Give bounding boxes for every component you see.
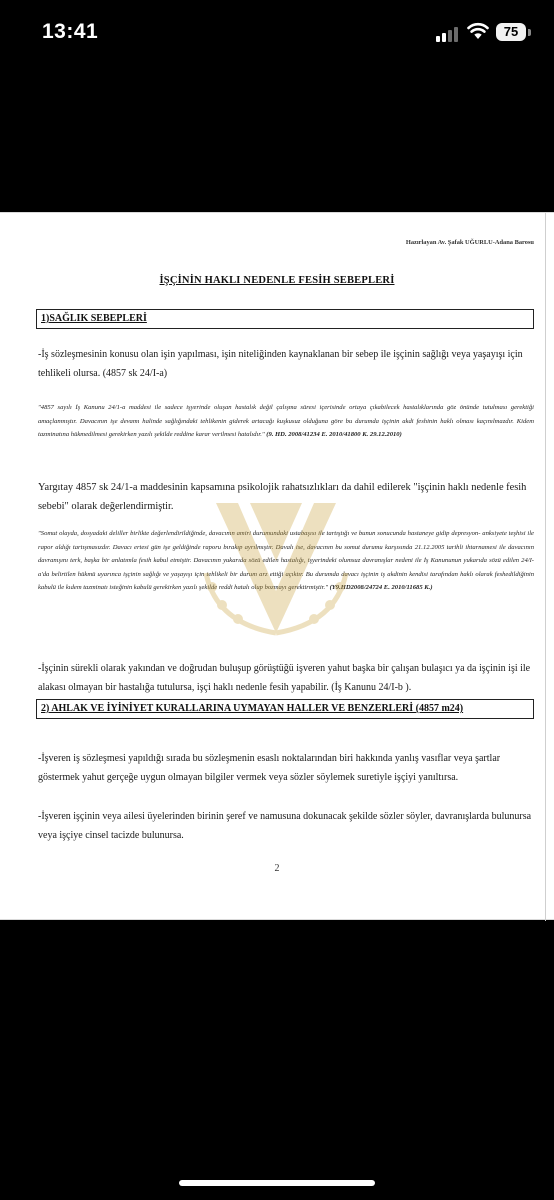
cellular-signal-icon [436, 24, 462, 42]
paragraph-honor-harassment: -İşveren işçinin veya ailesi üyelerinden birinin şeref ve namusuna dokunacak şekilde sözler söyler, davranışlarda bulunursa veya işçiye cinsel tacizde bulunursa. [38, 811, 532, 841]
section-heading-health-text: 1)SAĞLIK SEBEPLERİ [41, 313, 147, 324]
court-quote-2 [38, 527, 534, 595]
document-author: Hazırlayan Av. Şafak UĞURLU-Adana Barosu [405, 239, 534, 246]
paragraph-misrepresentation: -İşveren iş sözleşmesi yapıldığı sırada bu sözleşmenin esaslı noktalarından biri hakkında yanlış vasıflar veya şartlar göstermek yahut gerçeğe uygun olmayan bilgiler vermek veya sözler söylemek suretiyle işçiyi yanıltırsa. [38, 753, 501, 783]
section-heading-ethics [36, 699, 534, 719]
paragraph-contagious-disease: -İşçinin sürekli olarak yakından ve doğrudan buluşup görüştüğü işveren yahut başka bir çalışan bulaşıcı ya da işçinin işi ile alakası olmayan bir hastalığa tutulursa, işçi haklı nedenle fesih yapabilir. (İş Kanunu 24/I-b ). [38, 663, 531, 693]
court-quote-1-text: "4857 sayılı İş Kanunu 24/1-a maddesi ile sadece işyerinde oluşan hastalık değil çalışma süresi içerisinde ortaya çıkabilecek hastalıklarında göz önünde tutulması gerektiği amaçlanmıştır. Davacının işe devamı halinde sağlığındaki tehlikenin giderek artacağı kuşkusuz olduğuna göre bu durumda işçinin akdi feshinin haklı olması kaçınılmazdır. Kidem tazminatına hükmedilmesi gerekirken yazılı şekilde reddine karar verilmesi hatalıdır." [38, 404, 534, 438]
page-number: 2 [274, 863, 280, 874]
section-heading-health [36, 309, 534, 329]
status-time: 13:41 [42, 20, 99, 43]
paragraph-psychological: Yargıtay 4857 sk 24/1-a maddesinin kapsamına psikolojik rahatsızlıkları da dahil edilerek "işçinin haklı nedenle fesih sebebi" olarak değerlendirmiştir. [38, 482, 527, 512]
court-quote-1 [38, 401, 534, 442]
section-heading-ethics-text: 2) AHLAK VE İYİNİYET KURALLARINA UYMAYAN HALLER VE BENZERLERİ (4857 m24) [41, 703, 464, 714]
paragraph-health-1: -İş sözleşmesinin konusu olan işin yapılması, işin niteliğinden kaynaklanan bir sebep ile işçinin sağlığı veya yaşayışı için tehlikeli olursa. (4857 sk 24/I-a) [38, 349, 523, 379]
battery-tip [528, 29, 531, 36]
battery-icon [496, 23, 526, 41]
document-title: İŞÇİNİN HAKLI NEDENLE FESİH SEBEPLERİ [159, 275, 395, 286]
document-page[interactable] [0, 212, 554, 920]
status-bar [0, 0, 554, 66]
court-quote-2-reference: (Y9.HD2008/24724 E. 2010/11685 K.) [329, 584, 433, 591]
wifi-icon [467, 22, 489, 40]
court-quote-1-reference: (9. HD. 2008/41234 E. 2010/41800 K. 29.12.2010) [266, 431, 402, 438]
battery-level: 75 [503, 24, 519, 39]
home-indicator[interactable] [179, 1180, 375, 1186]
court-quote-2-text: "Somut olayda, dosyadaki deliller birlikte değerlendirildiğinde, davacının amiri durumundaki ustabaşısı ile tartıştığı ve bunun sonucunda hastaneye gidip depresyon- anksiyete teşhisi ile rapor aldığı tartışmasızdır. Davacı ertesi gün işe geldiğinde raporu bırakıp ayrılmıştır. Davalı ise, davacının bu somut durumu karşısında 21.12.2005 tarihli ihtarnamesi ile davacının davranışını terk, başka bir anlatımla fesih kabul etmiştir. Davacının yukarıda sözü edilen hastalığı, işyerindeki olumsuz davranışlar nedeni ile İş Kanununun yukarıda sözü edilen 24/I-a'da belirtilen hükmü uyarınca işçinin sağlığı ve yaşayışı için tehlikeli bir durum arz ettiği açıktır. Bu durumda davacı işçinin iş akdinin kendisi tarafından haklı olarak feshedildiğinin kabulü ile kıdem tazminatı isteğinin kabulü gerekirken yazılı şekilde reddi hatalı olup bozmayı gerektirmiştir." [38, 530, 534, 591]
